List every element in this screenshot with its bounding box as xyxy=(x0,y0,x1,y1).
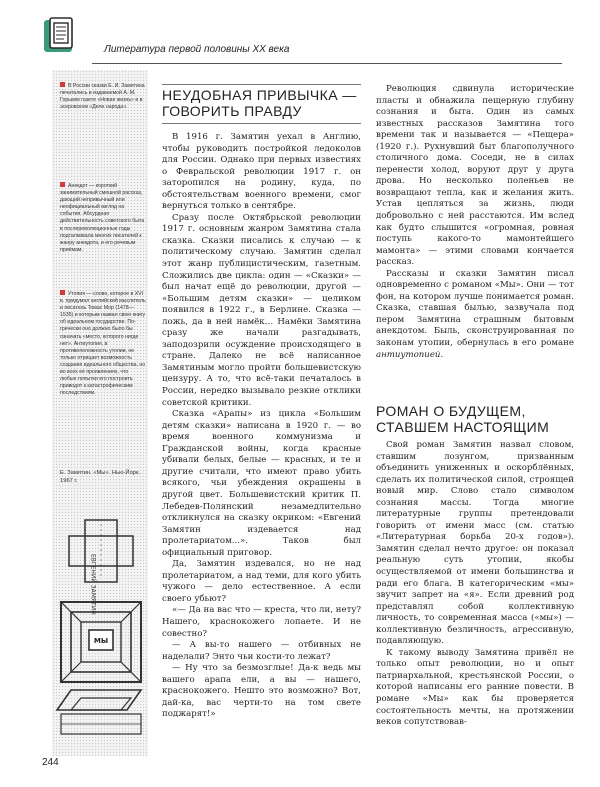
sidebar-note: В России сказки Е. И. Замятина печатались в издаваемой А. М. Горьким газете «Новая жизнь» и в эсеровском «Деле народа». xyxy=(60,83,145,111)
red-square-marker-icon xyxy=(60,182,65,187)
section-heading: НЕУДОБНАЯ ПРИВЫЧКА — ГОВОРИТЬ ПРАВДУ xyxy=(162,87,357,119)
heading-rule-top xyxy=(162,84,361,85)
sidebar-note: Утопия — слово, которое в XVI в. придумал английский мыслитель и писатель Томас Мор (1478—1535) и которым назвал свою книгу об идеальном государстве. По-гречески оно должно было бы означать «место, которого нигде нет». Антиутопия, в противоположность утопии, не только отрицает возможность создания идеального общества, но во всех её проявлениях, что любые попытки его построить приводят к катастрофическим последствиям. xyxy=(60,291,146,397)
section-heading: РОМАН О БУДУЩЕМ, СТАВШЕМ НАСТОЯЩИМ xyxy=(376,403,550,435)
cover-title-label: МЫ xyxy=(93,637,109,645)
header-divider xyxy=(92,63,562,64)
book-cover-figure xyxy=(55,514,147,744)
paragraph: В 1916 г. Замятин уехал в Англию, чтобы руководить постройкой ледоколов для России. Однако при первых известиях о Февральской революции 1917 г. он заторопился на родину, куда, по обстоятельствам военного времени, смог вернуться только в сентябре. xyxy=(162,132,361,212)
paragraph: Да, Замятин издевался, но не над пролетариатом, а над теми, для кого убить чужого — дело естественное. А если своего убьют? xyxy=(162,559,361,604)
cover-lettering: ЕВГЕНИЙ ЗАМЯТИН xyxy=(89,554,97,615)
paragraph: К такому выводу Замятина привёл не только опыт революции, но и опыт патриархальной, крестьянской России, о которой написаны его ранние повести. В романе «Мы» как бы проверяется состоятельность мечты, на протяжении веков сопутствовав- xyxy=(376,647,574,728)
figure-caption: Е. Замятин. «Мы». Нью-Йорк. 1967 г. xyxy=(60,470,141,484)
main-column-right-lower xyxy=(376,440,574,729)
emphasis-term: антиутопией. xyxy=(376,349,444,360)
paragraph: Революция сдвинула исторические пласты и обнажила пещерную глубину сознания и быта. Один из самых известных рассказов Замятина того времени так и называется — «Пещера» (1920 г.). Рухнувший быт благополучного столичного дома. Соседи, не в силах перенести холод, воруют друг у друга дрова. Но несколько поленьев не возвращают тепла, как и желания жить. Устав цепляться за жизнь, люди добровольно с ней расстаются. Им вслед как будто слышится «огромная, ровная поступь какого-то мамонтейшего мамонта» — этими словами кончается рассказ. xyxy=(376,84,574,268)
paragraph: Сказка «Арапы» из цикла «Большим детям сказки» написана в 1920 г. — во время военного коммунизма и Гражданской войны, когда красные убивали белых, белые — красных, и те и другие считали, что имеют право убить всякого, чьи убеждения окрашены в другой цвет. Большевистский критик П. Лебедев-Полянский незамедлительно откликнулся на сказку окриком: «Евгений Замятин издевается над пролетариатом...». Таков был официальный приговор. xyxy=(162,409,361,558)
sidebar-note: Анекдот — короткий занимательный смешной рассказ, дающий непривычный или неофициальный взгляд на события. Абсурдная действительность советского быта в послереволюционные годы подталкивала многих писателей к жанру анекдота, и его речевым приёмам. xyxy=(60,183,145,253)
dialogue-line: — Ну что за безмозглые! Да-к ведь мы вашего арапа ели, а вы — нашего, краснокожего. Нешто это возможно? Вот, дай-ка, вас черти-то на том свете поджарят!» xyxy=(162,663,361,720)
running-header: Литература первой половины XX века xyxy=(104,44,290,55)
paragraph: Сразу после Октябрьской революции 1917 г. основным жанром Замятина стала сказка. Сказки писались к случаю — к политическому случаю. Замятин сделал этот жанр публицистическим, газетным. Сложились две цикла: один — «Сказки» — был начат ещё до революции, другой — «Большим детям сказки» — целиком появился в 1922 г., в Берлине. Сказка — ложь, да в ней намёк… Намёки Замятина сразу же начали разгадывать, заподозрили осуждение происходящего в стране. Далеко не всё написанное Замятиным могло пройти большевистскую цензуру. А то, что всё-таки печаталось в России, нередко вызывало резкие отклики советской критики. xyxy=(162,212,361,408)
red-square-marker-icon xyxy=(60,82,65,87)
red-square-marker-icon xyxy=(60,290,65,295)
main-column-left xyxy=(162,132,361,721)
dialogue-line: — А вы-то нашего — отбивных не наделали? Энто чьи кости-то лежат? xyxy=(162,640,361,662)
page-number: 244 xyxy=(42,757,59,768)
paragraph: Свой роман Замятин назвал словом, ставшим лозунгом, призванным объединить униженных и оскорблённых, сделать их политической силой, строящей новый мир. Слово стало символом сознания массы. Тогда многие литературные группы претендовали говорить от имени масс (см. статью «Литературная борьба 20-х годов»). Замятин сделал нечто другое: он показал реальную суть утопии, якобы осуществляемой от имени большинства и ради его блага. В категорическим «мы» звучит запрет на «я». Если древний род представлял собой коллективную личность, то современная масса («мы») — коллективную безличность, агрессивную, подавляющую. xyxy=(376,440,574,647)
dialogue-line: «— Да на вас что — креста, что ли, нету? Нашего, краснокожего лопаете. И не совестно? xyxy=(162,605,361,639)
paragraph: Рассказы и сказки Замятин писал одновременно с романом «Мы». Они — тот фон, на котором лучше понимается роман. Сказка, ставшая былью, зазвучала под пером Замятина страшным бытовым анекдотом. Быль, сконструированная по законам утопии, обернулась в его романе антиутопией. xyxy=(376,268,574,360)
main-column-right xyxy=(376,84,574,361)
heading-rule-bottom xyxy=(162,123,361,124)
book-logo-icon xyxy=(40,14,82,56)
